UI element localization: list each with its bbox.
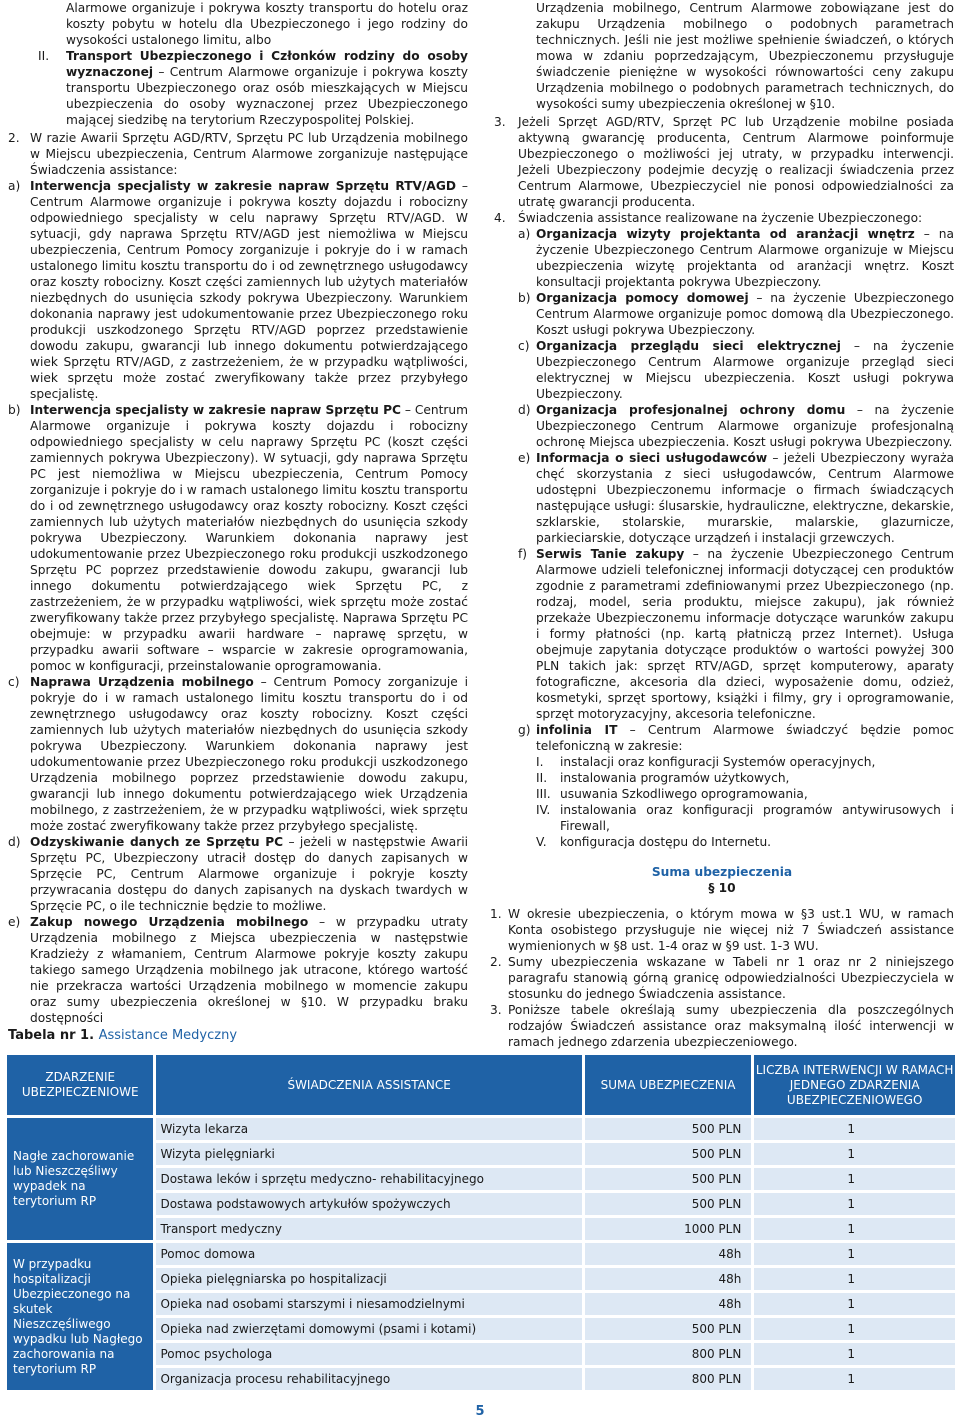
list-item: b) Organizacja pomocy domowej – na życzenie Ubezpieczonego Centrum Alarmowe organizuje pomoc domową dla Ubezpieczonego. Koszt usługi pokrywa Ubezpieczony.: [518, 291, 954, 337]
list-item: f) Serwis Tanie zakupy – na życzenie Ubezpieczonego Centrum Alarmowe udzieli telefonicznej informacji dotyczącej cen produktów zgodnie z parametrami zdefiniowanymi przez Ubezpieczonego (np. rodzaj, model, seria produktu, miejsce zakupu), jak również przekaże Ubezpieczonemu informacje dotyczące warunków zakupu i formy płatności (np. kartą płatniczą przez Internet). Usługa obejmuje zapytania dotyczące produktów o wartości powyżej 300 PLN takich jak: sprzęt RTV/AGD, sprzęt komputerowy, aparaty fotograficzne, akcesoria dla dzieci, wyposażenie domu, odzież, kosmetyki, sprzęt sportowy, książki i filmy, gry i oprogramowanie, sprzęt motoryzacyjny, akcesoria telefoniczne.: [518, 547, 954, 721]
amount-cell: 500 PLN: [585, 1193, 752, 1215]
list-item: e) Zakup nowego Urządzenia mobilnego – w przypadku utraty Urządzenia mobilnego z Miejsca ubezpieczenia w następstwie Kradzieży z włamaniem, Centrum Alarmowe pokryje koszty zakupu takiego samego Urządzenia mobilnego jak utracone, którego wartość nie przekracza wartości Urządzenia mobilnego w momencie zakupu oraz sumy ubezpieczenia określonej w §10. W przypadku braku dostępności: [8, 915, 468, 1025]
service-cell: Pomoc psychologa: [156, 1343, 581, 1365]
count-cell: 1: [754, 1243, 955, 1265]
list-item: a) Interwencja specjalisty w zakresie napraw Sprzętu RTV/AGD – Centrum Alarmowe organizuje i pokrywa koszty dojazdu i robocizny odpowiedniego specjalisty w celu naprawy Sprzętu RTV/AGD. W sytuacji, gdy naprawa Sprzętu RTV/AGD jest niemożliwa w Miejscu ubezpieczenia, Centrum Pomocy zorganizuje i pokryje do i w ramach ustalonego limitu kosztu transportu do i od zewnętrznego usługodawcy oraz koszty robocizny. Koszt części zamiennych lub użytych materiałów niezbędnych do usunięcia szkody pokrywa Ubezpieczony. Warunkiem dokonania naprawy jest udokumentowanie przez Ubezpieczonego roku produkcji uszkodzonego Sprzętu RTV/AGD poprzez przedstawienie dowodu zakupu, gwarancji lub innego dokumentu potwierdzającego wiek Sprzętu RTV/AGD, z zastrzeżeniem, że w przypadku wątpliwości, wiek sprzętu może zostać zweryfikowany także przez przybyłego specjalistę.: [8, 179, 468, 401]
list-item: III. usuwania Szkodliwego oprogramowania,: [536, 787, 808, 801]
amount-cell: 500 PLN: [585, 1118, 752, 1140]
roman-list: [490, 754, 954, 850]
count-cell: 1: [754, 1268, 955, 1290]
service-cell: Opieka nad zwierzętami domowymi (psami i kotami): [156, 1318, 581, 1340]
service-cell: Wizyta lekarza: [156, 1118, 581, 1140]
count-cell: 1: [754, 1168, 955, 1190]
list-item: g) infolinia IT – Centrum Alarmowe świadczyć będzie pomoc telefoniczną w zakresie:: [518, 723, 954, 753]
right-column: [490, 0, 954, 1050]
table-header-row: [7, 1055, 955, 1115]
list-item: I. instalacji oraz konfiguracji Systemów operacyjnych,: [536, 755, 876, 769]
list-item: d) Organizacja profesjonalnej ochrony domu – na życzenie Ubezpieczonego Centrum Alarmowe organizuje profesjonalną ochronę Miejsca ubezpieczenia. Koszt usługi pokrywa Ubezpieczony.: [518, 403, 954, 449]
column-header: ZDARZENIE UBEZPIECZENIOWE: [7, 1055, 153, 1115]
count-cell: 1: [754, 1218, 955, 1240]
service-cell: Organizacja procesu rehabilitacyjnego: [156, 1368, 581, 1390]
amount-cell: 500 PLN: [585, 1143, 752, 1165]
amount-cell: 500 PLN: [585, 1168, 752, 1190]
amount-cell: 48h: [585, 1243, 752, 1265]
count-cell: 1: [754, 1368, 955, 1390]
count-cell: 1: [754, 1318, 955, 1340]
amount-cell: 48h: [585, 1268, 752, 1290]
page-number: 5: [475, 1404, 485, 1419]
amount-cell: 800 PLN: [585, 1343, 752, 1365]
amount-cell: 800 PLN: [585, 1368, 752, 1390]
list-item: 4. Świadczenia assistance realizowane na życzenie Ubezpieczonego:: [494, 211, 923, 225]
list-item: d) Odzyskiwanie danych ze Sprzętu PC – jeżeli w następstwie Awarii Sprzętu PC, Ubezpieczony utracił dostęp do danych zapisanych w Sprzęcie PC, Centrum Alarmowe organizuje i pokryje koszty przywracania dostępu do danych zapisanych na dyskach twardych w Sprzęcie PC, o ile technicznie będzie to możliwe.: [8, 835, 468, 913]
list-item: 1. W okresie ubezpieczenia, o którym mowa w §3 ust.1 WU, w ramach Konta osobistego przysługuje nie więcej niż 7 Świadczeń assistance wymienionych w §8 ust. 1-4 oraz w §9 ust. 1-3 WU.: [490, 907, 954, 953]
list-item: V. konfiguracja dostępu do Internetu.: [536, 835, 772, 849]
list-item: 2. W razie Awarii Sprzętu AGD/RTV, Sprzętu PC lub Urządzenia mobilnego w Miejscu ubezpieczenia, Centrum Alarmowe zorganizuje następujące Świadczenia assistance:: [8, 131, 468, 177]
service-cell: Dostawa leków i sprzętu medyczno- rehabilitacyjnego: [156, 1168, 581, 1190]
column-header: ŚWIADCZENIA ASSISTANCE: [156, 1055, 581, 1115]
amount-cell: 500 PLN: [585, 1318, 752, 1340]
table-row: [7, 1243, 955, 1265]
list-item: c) Naprawa Urządzenia mobilnego – Centrum Pomocy zorganizuje i pokryje do i w ramach ustalonego limitu kosztu transportu do i od zewnętrznego usługodawcy oraz koszty robocizny. Koszt części zamiennych lub użytych materiałów niezbędnych do usunięcia szkody pokrywa Ubezpieczony. Warunkiem dokonania naprawy jest udokumentowanie przez Ubezpieczonego roku produkcji uszkodzonego Urządzenia mobilnego poprzez przedstawienie dowodu zakupu, gwarancji lub innego dokumentu potwierdzającego wiek Urządzenia mobilnego, z zastrzeżeniem, że w przypadku wątpliwości, wiek sprzętu może zostać zweryfikowany także przez przybyłego specjalistę.: [8, 675, 468, 833]
column-header: SUMA UBEZPIECZENIA: [585, 1055, 752, 1115]
list-item: 2. Sumy ubezpieczenia wskazane w Tabeli nr 1 oraz nr 2 niniejszego paragrafu stanowią górną granicę odpowiedzialności Ubezpieczyciela w stosunku do jednego Świadczenia assistance.: [490, 955, 954, 1001]
count-cell: 1: [754, 1143, 955, 1165]
table-row: [7, 1118, 955, 1140]
list-item: 3. Poniższe tabele określają sumy ubezpieczenia dla poszczególnych rodzajów Świadczeń assistance oraz maksymalną ilość interwencji w ramach jednego zdarzenia ubezpieczeniowego.: [490, 1003, 954, 1049]
section-heading: Suma ubezpieczenia: [651, 865, 793, 879]
left-column: [8, 0, 468, 1026]
service-cell: Dostawa podstawowych artykułów spożywczych: [156, 1193, 581, 1215]
list-item: II. Transport Ubezpieczonego i Członków rodziny do osoby wyznaczonej – Centrum Alarmowe organizuje i pokrywa koszty transportu Ubezpieczonego oraz osób mieszkających w Miejscu ubezpieczenia do osoby wyznaczonej przez Ubezpieczonego mającej siedzibę na terytorium Rzeczypospolitej Polskiej.: [38, 49, 468, 127]
category-cell: W przypadku hospitalizacji Ubezpieczonego na skutek Nieszczęśliwego wypadku lub Nagłego zachorowania na terytorium RP: [7, 1243, 153, 1390]
list-item: a) Organizacja wizyty projektanta od aranżacji wnętrz – na życzenie Ubezpieczonego Centrum Alarmowe organizuje w Miejscu ubezpieczenia wizytę projektanta od aranżacji wnętrz. Koszt konsultacji projektanta pokrywa Ubezpieczony.: [518, 227, 954, 289]
service-cell: Opieka pielęgniarska po hospitalizacji: [156, 1268, 581, 1290]
category-cell: Nagłe zachorowanie lub Nieszczęśliwy wypadek na terytorium RP: [7, 1118, 153, 1240]
amount-cell: 1000 PLN: [585, 1218, 752, 1240]
count-cell: 1: [754, 1293, 955, 1315]
list-item: c) Organizacja przeglądu sieci elektrycznej – na życzenie Ubezpieczonego Centrum Alarmowe organizuje przegląd sieci elektrycznej w Miejscu ubezpieczenia. Koszt usługi pokrywa Ubezpieczony.: [518, 339, 954, 401]
paragraph: Urządzenia mobilnego, Centrum Alarmowe zobowiązane jest do zakupu Urządzenia mobilnego o podobnych parametrach technicznych. Jeśli nie jest możliwe spełnienie świadczeń, o których mowa w zdaniu poprzedzającym, Ubezpieczonemu przysługuje świadczenie pieniężne w wysokości równowartości ceny zakupu Urządzenia mobilnego o podobnych parametrach technicznych, do wysokości sumy ubezpieczenia określonej w §10.: [536, 1, 954, 111]
list-item: II. instalowania programów użytkowych,: [536, 771, 790, 785]
table-caption: Tabela nr 1. Assistance Medyczny: [8, 1028, 238, 1043]
list-item: e) Informacja o sieci usługodawców – jeżeli Ubezpieczony wyraża chęć skorzystania z sieci usługodawców, Centrum Alarmowe udostępni Ubezpieczonemu informacje o firmach świadczących następujące usługi: ślusarskie, hydrauliczne, elektryczne, dekarskie, szklarskie, stolarskie, murarskie, malarskie, glazurnicze, parkieciarskie, dotyczące urządzeń i instalacji grzewczych.: [518, 451, 954, 545]
count-cell: 1: [754, 1118, 955, 1140]
list-item: 3. Jeżeli Sprzęt AGD/RTV, Sprzęt PC lub Urządzenie mobilne posiada aktywną gwarancję producenta, Centrum Alarmowe poinformuje Ubezpieczonego o możliwości jej utraty, w przypadku interwencji. Jeżeli Ubezpieczony podejmie decyzję o realizacji świadczenia przez Centrum Alarmowe, Ubezpieczyciel nie ponosi odpowiedzialności za utratę gwarancji producenta.: [494, 115, 954, 209]
service-cell: Wizyta pielęgniarki: [156, 1143, 581, 1165]
count-cell: 1: [754, 1343, 955, 1365]
paragraph: Alarmowe organizuje i pokrywa koszty transportu do hotelu oraz koszty pobytu w hotelu dla Ubezpieczonego i jego rodziny do wysokości ustalonego limitu, albo: [66, 1, 468, 47]
column-header: LICZBA INTERWENCJI W RAMACH JEDNEGO ZDARZENIA UBEZPIECZENIOWEGO: [754, 1055, 955, 1115]
assistance-table: [4, 1052, 958, 1393]
list-item: IV. instalowania oraz konfiguracji programów antywirusowych i Firewall,: [536, 803, 954, 833]
service-cell: Transport medyczny: [156, 1218, 581, 1240]
paragraph-number: § 10: [708, 881, 736, 895]
list-item: b) Interwencja specjalisty w zakresie napraw Sprzętu PC – Centrum Alarmowe organizuje i pokrywa koszty dojazdu i robocizny odpowiedniego specjalisty w celu naprawy Sprzętu PC (koszt części zamiennych pokrywa Ubezpieczony). W sytuacji, gdy naprawa Sprzętu PC jest niemożliwa w Miejscu ubezpieczenia, Centrum Pomocy zorganizuje i pokryje do i w ramach ustalonego limitu kosztu transportu do i od zewnętrznego usługodawcy oraz koszty robocizny. Koszt części zamiennych lub użytych materiałów niezbędnych do usunięcia szkody pokrywa Ubezpieczony. Warunkiem dokonania naprawy jest udokumentowanie przez Ubezpieczonego roku produkcji uszkodzonego Sprzętu PC poprzez przedstawienie dowodu zakupu, gwarancji lub innego dokumentu potwierdzającego wiek Sprzętu PC, z zastrzeżeniem, że w przypadku wątpliwości, wiek sprzętu może zostać zweryfikowany także przez przybyłego specjalistę. Naprawa Sprzętu PC obejmuje: w przypadku awarii hardware – naprawę sprzętu, w przypadku awarii software – wsparcie w zakresie oprogramowania, pomoc w konfiguracji, przeinstalowanie oprogramowania.: [8, 403, 468, 673]
count-cell: 1: [754, 1193, 955, 1215]
amount-cell: 48h: [585, 1293, 752, 1315]
service-cell: Opieka nad osobami starszymi i niesamodzielnymi: [156, 1293, 581, 1315]
service-cell: Pomoc domowa: [156, 1243, 581, 1265]
